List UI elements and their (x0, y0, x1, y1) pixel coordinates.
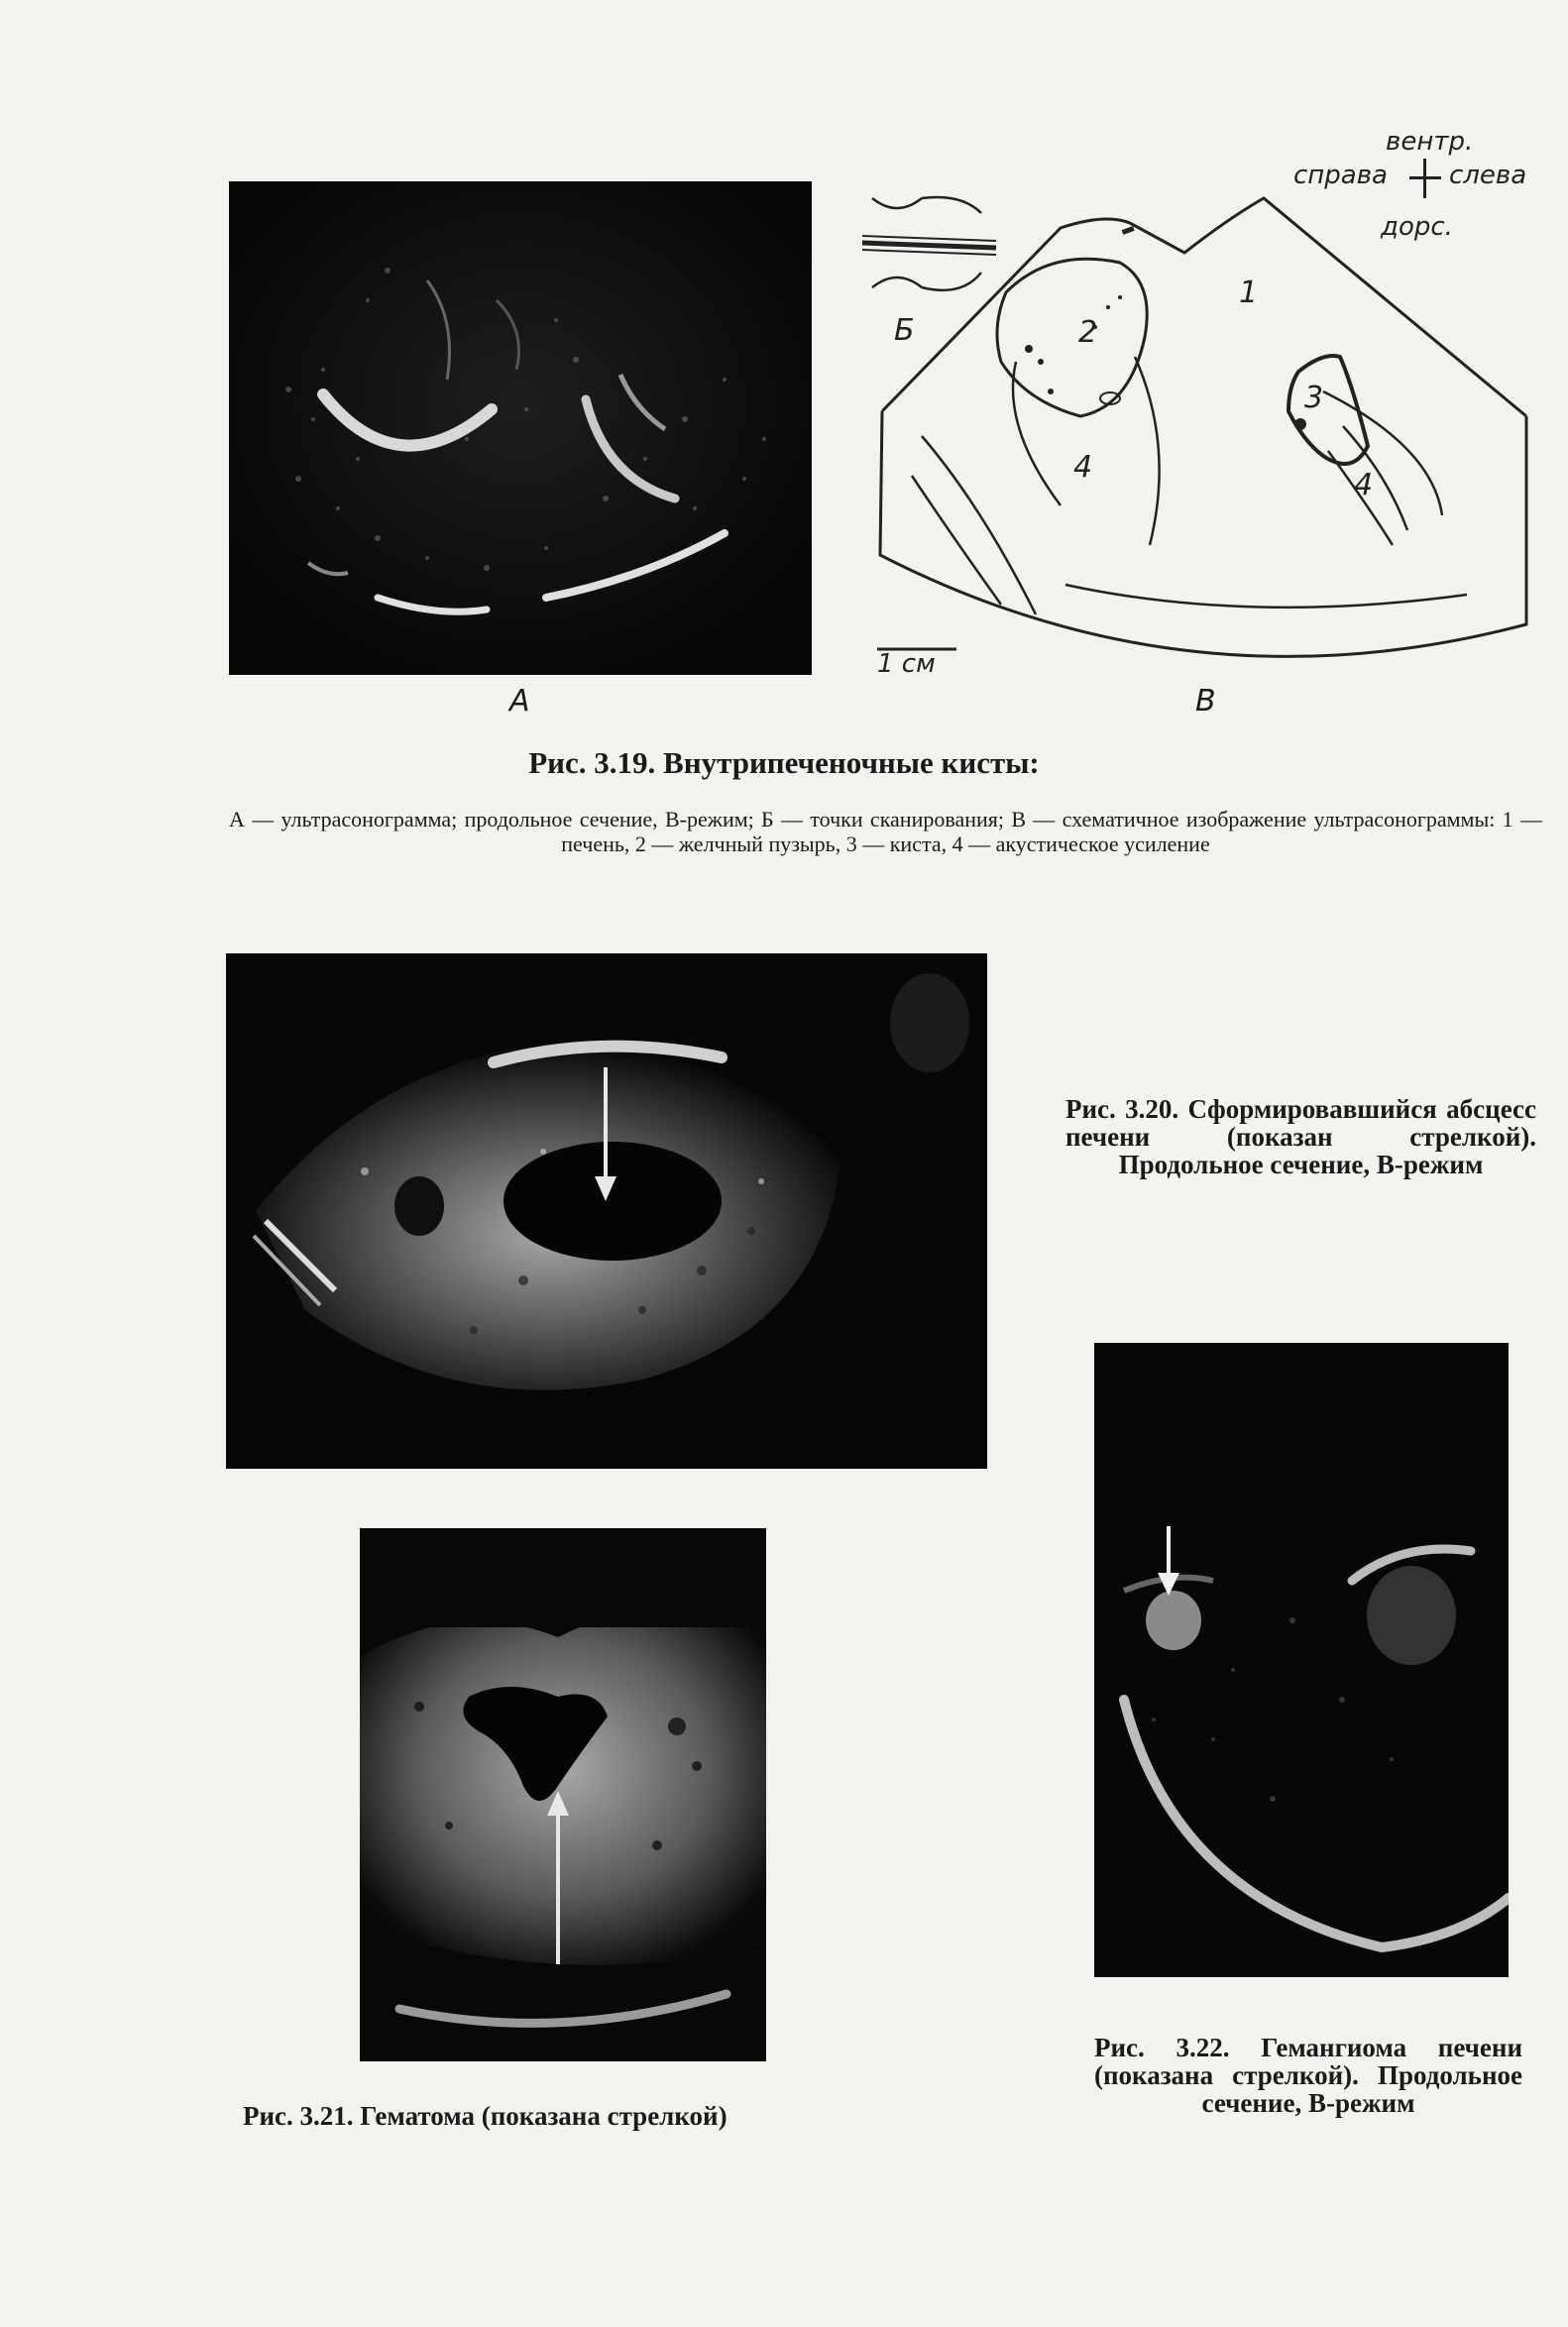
fig-3-19-title: Рис. 3.19. Внутрипеченочные кисты: (528, 745, 1040, 780)
schematic-label-enhancement-1: 4 (1073, 450, 1093, 485)
orientation-left-side-label: справа (1293, 161, 1388, 190)
fig-3-19-panel-b-letter: Б (894, 313, 915, 348)
scan-points-sketch (862, 197, 996, 290)
orientation-cross-icon (1409, 159, 1441, 198)
orientation-dorsal-label: дорс. (1381, 212, 1453, 242)
fig-3-20-ultrasound-image (226, 953, 987, 1469)
schematic-label-liver: 1 (1239, 276, 1259, 310)
fig-3-22-caption: Рис. 3.22. Гемангиома печени (показана стрелкой). Продольное сечение, В-режим (1094, 2033, 1522, 2118)
schematic-label-gallbladder: 2 (1078, 315, 1098, 350)
schematic-label-cyst: 3 (1304, 381, 1324, 415)
fig-3-20-caption: Рис. 3.20. Сформировавшийся абсцесс печени (показан стрелкой). Продольное сечение, В-режим (1065, 1094, 1536, 1179)
fig-3-19-panel-v-letter: В (1195, 684, 1216, 719)
fig-3-19-ultrasound-image (229, 181, 812, 675)
fig-3-19-panel-a-letter: А (509, 684, 530, 719)
fig-3-21-caption: Рис. 3.21. Гематома (показана стрелкой) (243, 2101, 728, 2131)
scale-bar-label: 1 см (877, 649, 936, 679)
fig-3-21-ultrasound-image (360, 1528, 766, 2061)
orientation-ventral-label: вентр. (1386, 127, 1474, 157)
schematic-label-enhancement-2: 4 (1354, 468, 1374, 502)
fig-3-19-schematic (852, 188, 1546, 743)
orientation-right-side-label: слева (1449, 161, 1527, 190)
fig-3-22-ultrasound-image (1094, 1343, 1509, 1977)
fig-3-19-description: А — ультрасонограмма; продольное сечение, В-режим; Б — точки сканирования; В — схематичное изображение ультрасонограммы: 1 — печень, 2 — желчный пузырь, 3 — киста, 4 — акустическое усиление (229, 807, 1542, 856)
